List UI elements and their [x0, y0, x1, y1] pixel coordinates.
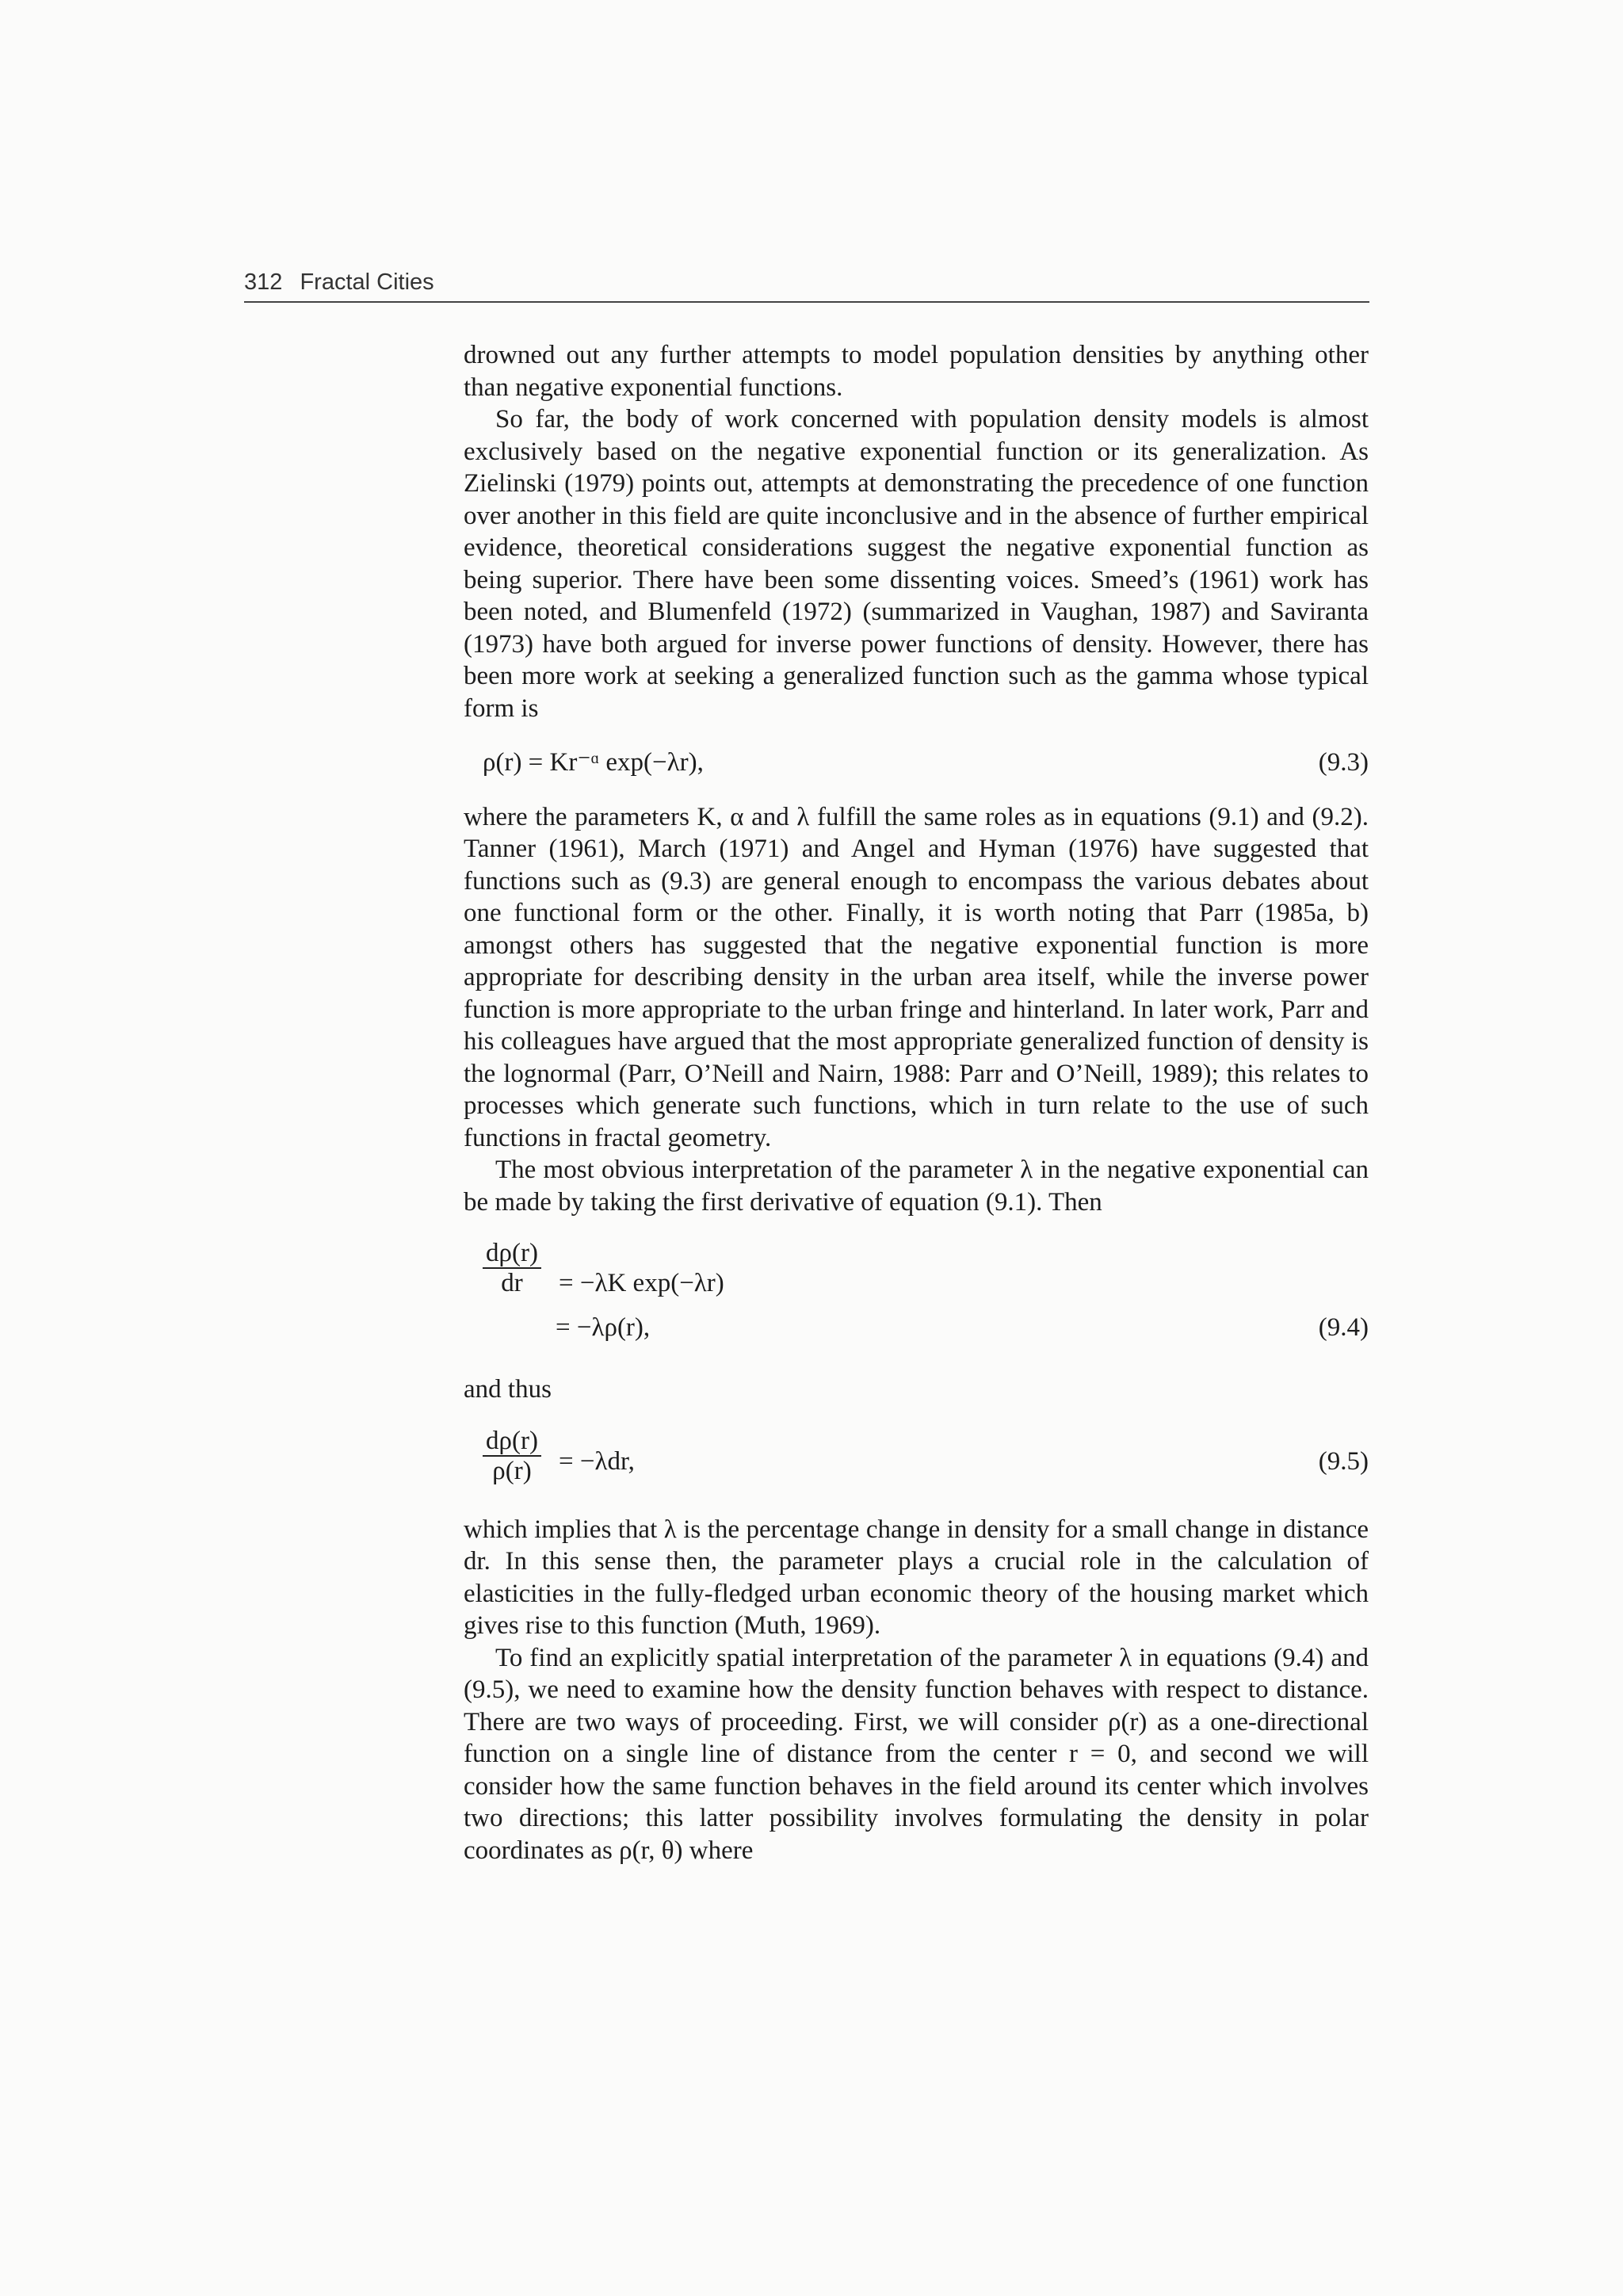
fraction-numerator: dρ(r) [483, 1427, 541, 1457]
equation-number: (9.4) [1318, 1313, 1369, 1342]
fraction-denominator: dr [501, 1269, 523, 1297]
paragraph: The most obvious interpretation of the parameter λ in the negative exponential can be made by taking the first derivative of equation (9.1). Then [464, 1156, 1369, 1217]
equation-9-4 [464, 1239, 1369, 1358]
equation-number: (9.3) [1318, 748, 1369, 777]
derivative-fraction [483, 1239, 541, 1297]
header-rule [244, 301, 1369, 303]
body-text [464, 339, 1369, 1866]
fraction-numerator: dρ(r) [483, 1239, 541, 1269]
paragraph: and thus [464, 1375, 552, 1404]
ratio-fraction [483, 1427, 541, 1485]
equation-line-2: = −λρ(r), [556, 1313, 651, 1342]
paragraph: So far, the body of work concerned with population density models is almost exclusively based on the negative exponential function or its generalization. As Zielinski (1979) points out, attempts at demonstrating the precedence of one function over another in this field are quite inconclusive and in the absence of further empirical evidence, theoretical considerations suggest the negative exponential function as being superior. There have been some dissenting voices. Smeed’s (1961) work has been noted, and Blumenfeld (1972) (summarized in Vaughan, 1987) and Saviranta (1973) have both argued for inverse power functions of density. However, there has been more work at seeking a generalized function such as the gamma whose typical form is [464, 405, 1369, 723]
page-number: 312 [244, 269, 283, 295]
paragraph: drowned out any further attempts to model population densities by anything other than negative exponential functions. [464, 341, 1369, 402]
equation-rhs: = −λdr, [559, 1446, 635, 1476]
equation-9-5 [464, 1427, 1369, 1498]
equation-expression: ρ(r) = Kr⁻ᵅ exp(−λr), [483, 748, 704, 777]
equation-line-1: = −λK exp(−λr) [559, 1269, 724, 1297]
paragraph: which implies that λ is the percentage change in density for a small change in distance dr. In this sense then, the parameter plays a crucial role in the calculation of elasticities in the fully-fledged urban economic theory of the housing market which gives rise to this function (Muth, 1969). [464, 1515, 1369, 1640]
paragraph: where the parameters K, α and λ fulfill the same roles as in equations (9.1) and (9.2). Tanner (1961), March (1971) and Angel and Hyman (1976) have suggested that functions such as (9.3) are general enough to encompass the various debates about one functional form or the other. Finally, it is worth noting that Parr (1985a, b) amongst others has suggested that the negative exponential function is more appropriate for describing density in the urban area itself, while the inverse power function is more appropriate to the urban fringe and hinterland. In later work, Parr and his colleagues have argued that the most appropriate generalized function of density is the lognormal (Parr, O’Neill and Nairn, 1988: Parr and O’Neill, 1989); this relates to processes which generate such functions, which in turn relate to the use of such functions in fractal geometry. [464, 802, 1369, 1152]
running-header [244, 269, 1369, 296]
fraction-denominator: ρ(r) [492, 1456, 532, 1485]
running-title: Fractal Cities [300, 269, 434, 295]
equation-number: (9.5) [1318, 1446, 1369, 1476]
paragraph: To find an explicitly spatial interpretation of the parameter λ in equations (9.4) and (9.5), we need to examine how the density function behaves with respect to distance. There are two ways of proceeding. First, we will consider ρ(r) as a one-directional function on a single line of distance from the center r = 0, and second we will consider how the same function behaves in the field around its center which involves two directions; this latter possibility involves formulating the density in polar coordinates as ρ(r, θ) where [464, 1643, 1369, 1865]
equation-9-3 [464, 747, 1369, 779]
